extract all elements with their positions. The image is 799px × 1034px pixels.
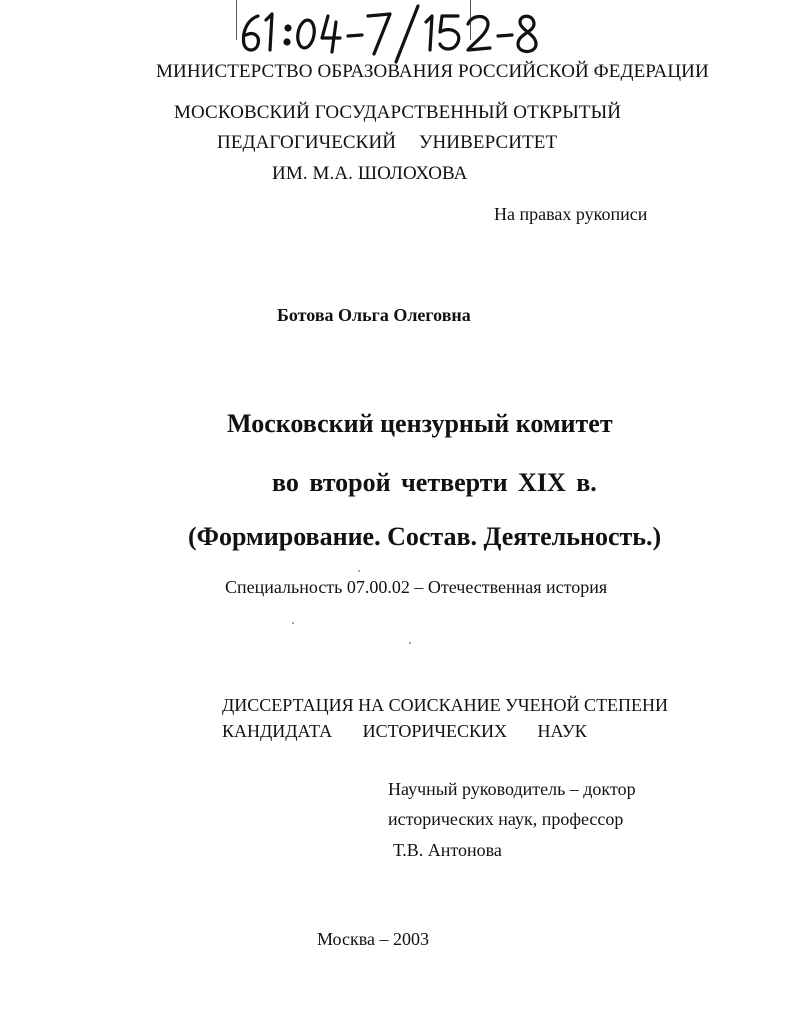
degree-line2: КАНДИДАТА ИСТОРИЧЕСКИХ НАУК — [222, 721, 587, 741]
scan-speck — [358, 570, 360, 572]
degree-line1: ДИССЕРТАЦИЯ НА СОИСКАНИЕ УЧЕНОЙ СТЕПЕНИ — [222, 695, 669, 715]
thesis-title-line2: во второй четверти XIX в. — [272, 468, 597, 497]
thesis-title-line1: Московский цензурный комитет — [227, 409, 613, 438]
supervisor-name: Т.В. Антонова — [393, 840, 502, 860]
scan-speck — [292, 622, 294, 624]
author-name: Ботова Ольга Олеговна — [277, 305, 471, 325]
specialty-line: Специальность 07.00.02 – Отечественная история — [225, 577, 608, 597]
scan-speck — [409, 642, 411, 644]
university-name-line3: ИМ. М.А. ШОЛОХОВА — [272, 163, 468, 184]
manuscript-note: На правах рукописи — [494, 204, 648, 224]
ministry-heading: МИНИСТЕРСТВО ОБРАЗОВАНИЯ РОССИЙСКОЙ ФЕДЕРАЦИИ — [156, 61, 709, 82]
thesis-subtitle: (Формирование. Состав. Деятельность.) — [188, 522, 662, 551]
university-name-line2: ПЕДАГОГИЧЕСКИЙ УНИВЕРСИТЕТ — [217, 132, 558, 153]
handwritten-archive-code — [236, 4, 556, 64]
place-and-year: Москва – 2003 — [317, 929, 429, 949]
university-name-line1: МОСКОВСКИЙ ГОСУДАРСТВЕННЫЙ ОТКРЫТЫЙ — [174, 102, 622, 123]
supervisor-line1: Научный руководитель – доктор — [388, 779, 636, 799]
supervisor-line2: исторических наук, профессор — [388, 809, 624, 829]
